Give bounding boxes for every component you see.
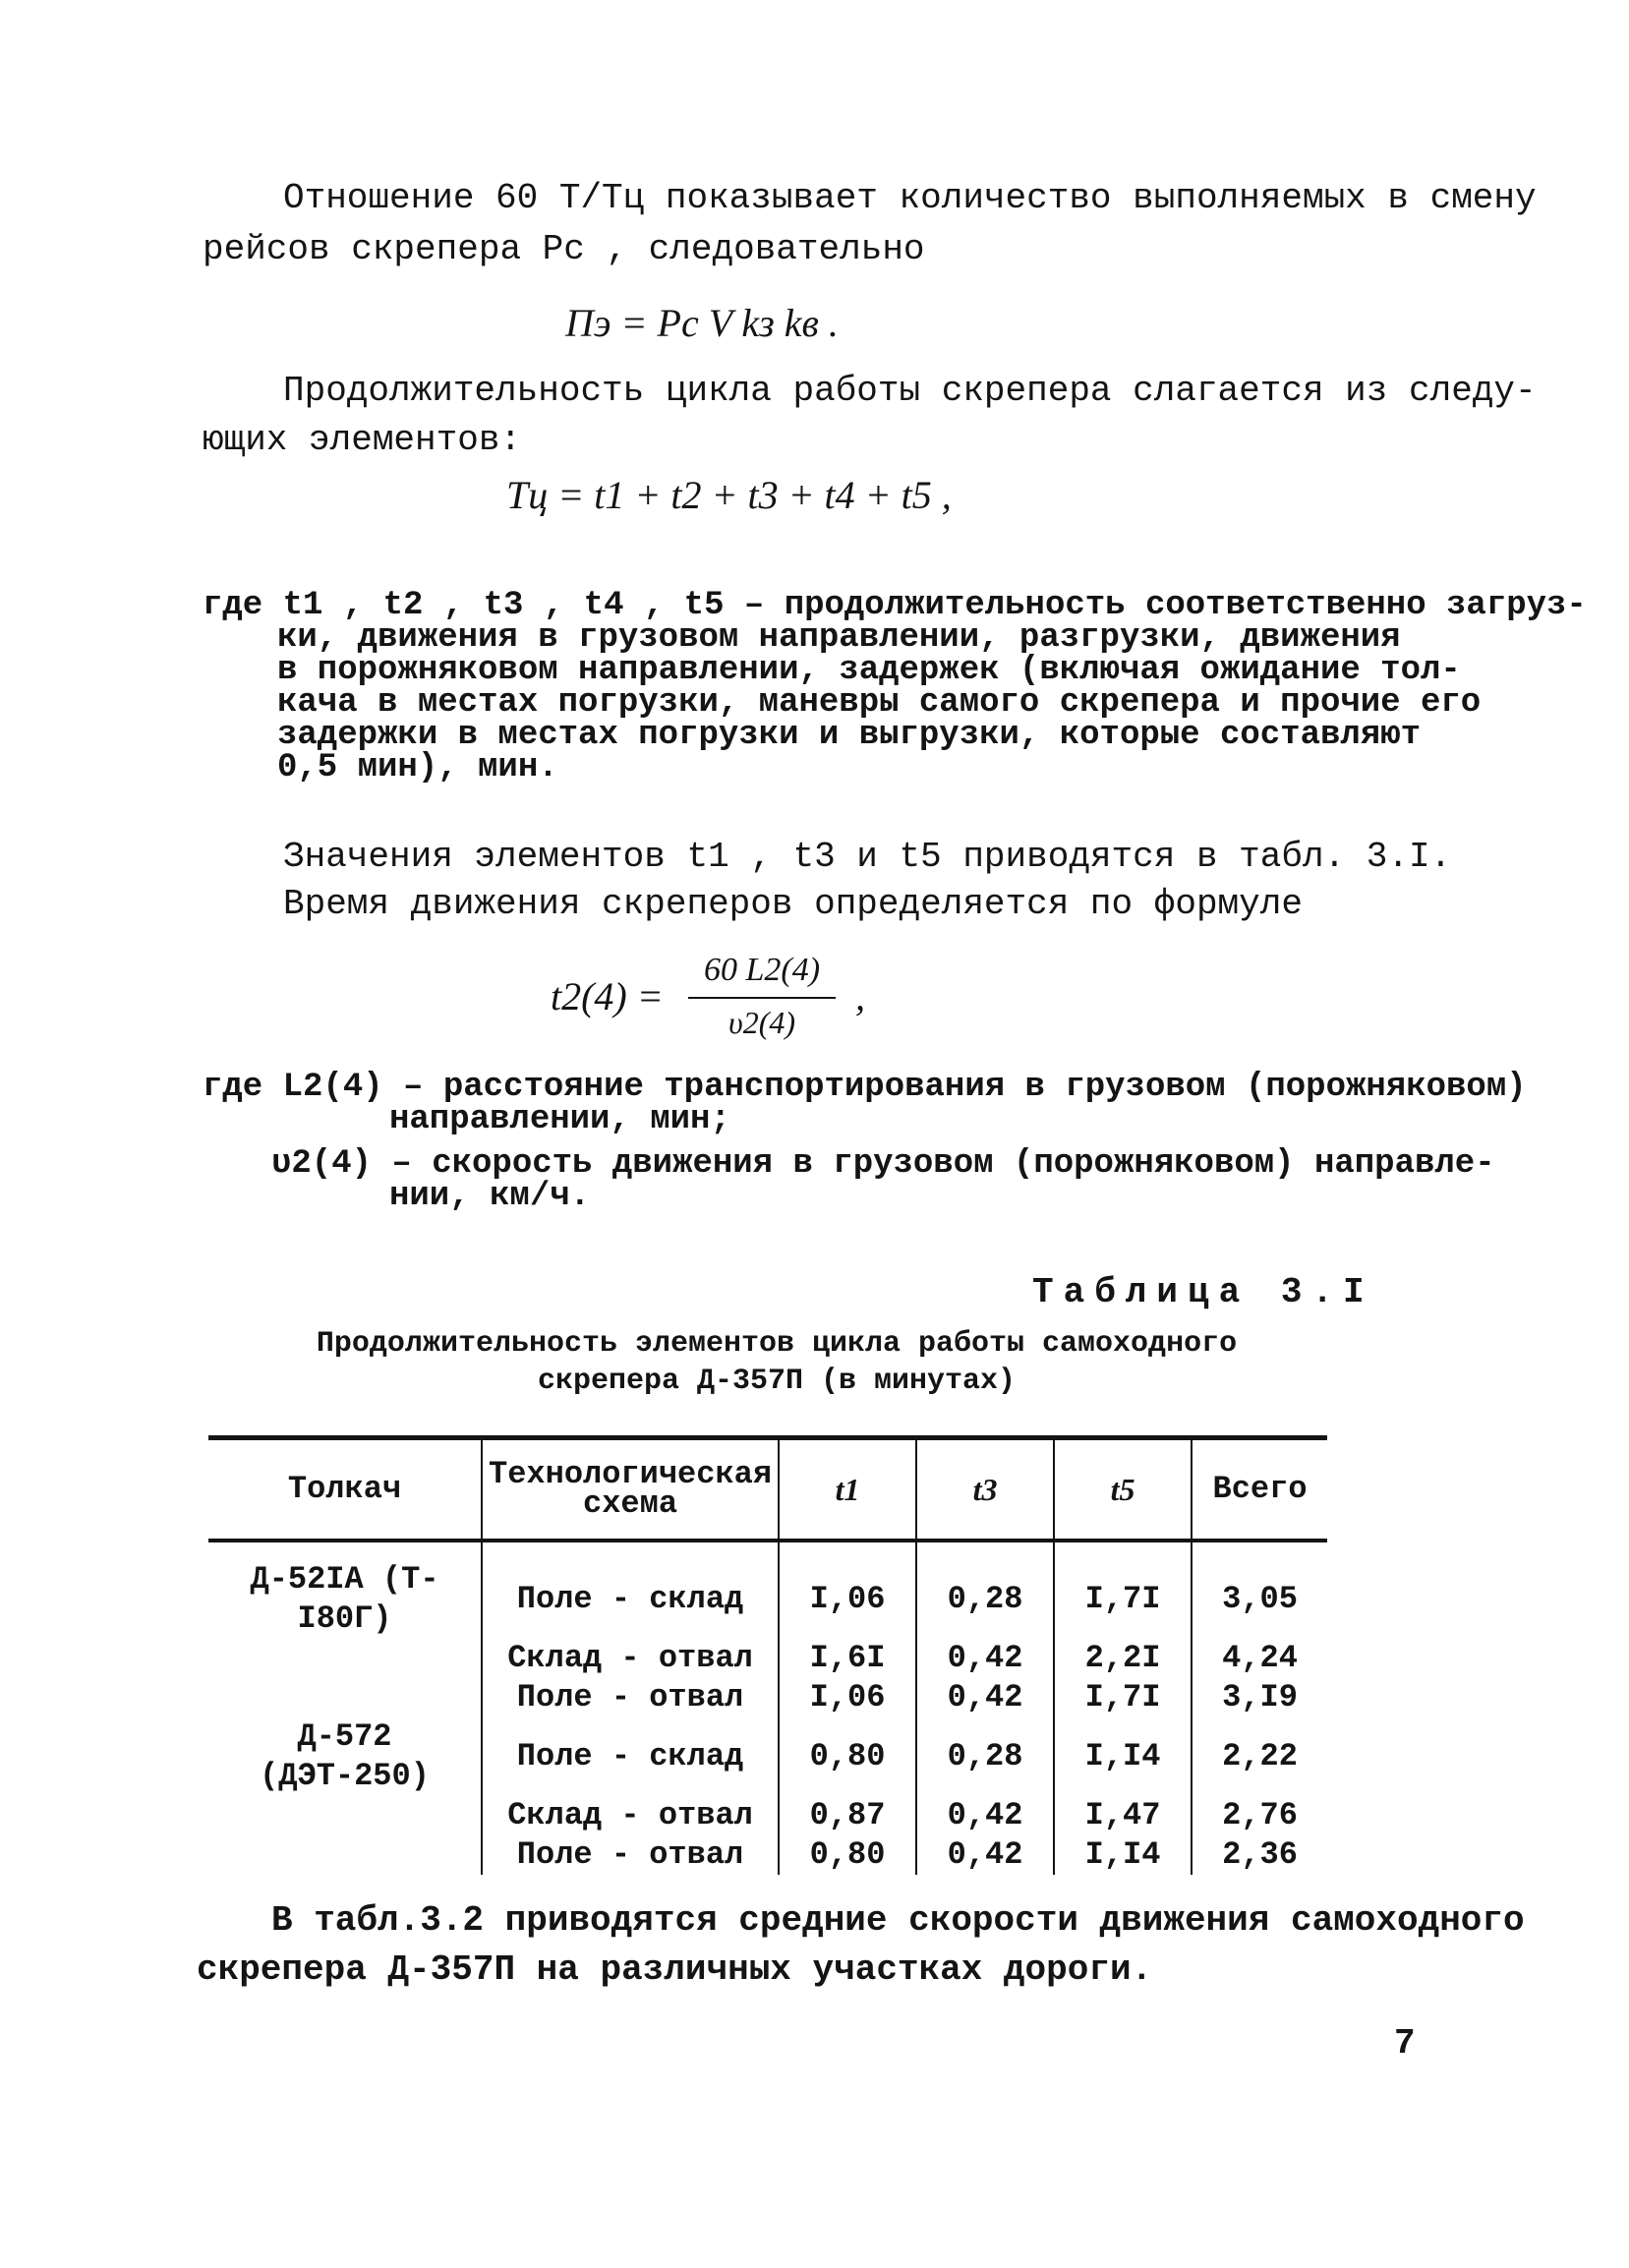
cell-t3: 0,42 bbox=[916, 1639, 1054, 1678]
cell-t5: I,I4 bbox=[1054, 1717, 1192, 1796]
cell-scheme: Поле - склад bbox=[482, 1541, 779, 1639]
paragraph-3-line-2: Время движения скреперов определяется по формуле bbox=[283, 884, 1303, 924]
cell-t3: 0,42 bbox=[916, 1796, 1054, 1835]
header-technological-scheme: Технологическая схема bbox=[482, 1438, 779, 1541]
table-row bbox=[208, 1835, 1327, 1875]
cell-pusher: Д-572 (ДЭТ-250) bbox=[260, 1718, 430, 1794]
cell-total: 2,22 bbox=[1192, 1717, 1327, 1796]
cell-t5: I,I4 bbox=[1054, 1835, 1192, 1875]
header-total: Всего bbox=[1192, 1438, 1327, 1541]
table-row bbox=[208, 1796, 1327, 1835]
formula-travel-time-denominator: υ2(4) bbox=[728, 1005, 795, 1040]
cell-t5: I,47 bbox=[1054, 1796, 1192, 1835]
definition-v-line-1: υ2(4) – скорость движения в грузовом (порожняковом) направле- bbox=[271, 1145, 1495, 1183]
fraction-bar bbox=[688, 997, 836, 999]
cell-scheme: Склад - отвал bbox=[482, 1796, 779, 1835]
cell-t1: 0,80 bbox=[779, 1835, 916, 1875]
cell-t5: I,7I bbox=[1054, 1541, 1192, 1639]
definition-t-line-2: ки, движения в грузовом направлении, разгрузки, движения bbox=[277, 619, 1401, 657]
table-row bbox=[208, 1717, 1327, 1796]
cell-total: 2,36 bbox=[1192, 1835, 1327, 1875]
definition-L-line-2: направлении, мин; bbox=[389, 1101, 730, 1138]
cell-total: 4,24 bbox=[1192, 1639, 1327, 1678]
cell-pusher bbox=[208, 1796, 482, 1835]
cell-scheme: Поле - склад bbox=[482, 1717, 779, 1796]
cell-total: 3,I9 bbox=[1192, 1678, 1327, 1717]
cell-total: 2,76 bbox=[1192, 1796, 1327, 1835]
formula-cycle-time: Tц = t1 + t2 + t3 + t4 + t5 , bbox=[506, 473, 952, 517]
table-caption-line-1: Продолжительность элементов цикла работы самоходного bbox=[316, 1327, 1238, 1361]
header-t5: t5 bbox=[1054, 1438, 1192, 1541]
definition-v-line-2: нии, км/ч. bbox=[389, 1178, 591, 1215]
table-caption-line-2: скрепера Д-357П (в минутах) bbox=[537, 1365, 1017, 1398]
cell-t3: 0,42 bbox=[916, 1835, 1054, 1875]
paragraph-4-line-2: скрепера Д-357П на различных участках дороги. bbox=[197, 1949, 1153, 1990]
cell-t3: 0,42 bbox=[916, 1678, 1054, 1717]
definition-L-line-1: где L2(4) – расстояние транспортирования в грузовом (порожняковом) bbox=[203, 1069, 1527, 1106]
cell-t1: 0,87 bbox=[779, 1796, 916, 1835]
definition-t-line-5: задержки в местах погрузки и выгрузки, которые составляют bbox=[277, 717, 1421, 754]
header-t1: t1 bbox=[779, 1438, 916, 1541]
table-header-row bbox=[208, 1438, 1327, 1541]
definition-t-line-6: 0,5 мин), мин. bbox=[277, 749, 558, 786]
paragraph-2-line-2: ющих элементов: bbox=[203, 420, 522, 460]
cycle-elements-table bbox=[208, 1435, 1327, 1875]
paragraph-1-line-1: Отношение 60 T/Tц показывает количество выполняемых в смену bbox=[283, 178, 1537, 218]
paragraph-4-line-1: В табл.3.2 приводятся средние скорости движения самоходного bbox=[271, 1900, 1525, 1941]
cell-t3: 0,28 bbox=[916, 1717, 1054, 1796]
definition-t-line-3: в порожняковом направлении, задержек (включая ожидание тол- bbox=[277, 652, 1461, 689]
paragraph-3-line-1: Значения элементов t1 , t3 и t5 приводятся в табл. 3.I. bbox=[283, 837, 1452, 877]
cell-pusher bbox=[208, 1835, 482, 1875]
cell-scheme: Поле - отвал bbox=[482, 1835, 779, 1875]
table-number: Таблица 3.I bbox=[1032, 1272, 1374, 1312]
header-t3: t3 bbox=[916, 1438, 1054, 1541]
paragraph-2-line-1: Продолжительность цикла работы скрепера слагается из следу- bbox=[283, 371, 1537, 411]
formula-productivity: Пэ = Pc V kз kв . bbox=[565, 301, 839, 345]
formula-travel-time-comma: , bbox=[855, 974, 865, 1018]
cell-t3: 0,28 bbox=[916, 1541, 1054, 1639]
cell-t1: I,6I bbox=[779, 1639, 916, 1678]
paragraph-1-line-2: рейсов скрепера Pc , следовательно bbox=[203, 229, 925, 269]
cell-t5: I,7I bbox=[1054, 1678, 1192, 1717]
table-row bbox=[208, 1541, 1327, 1639]
definition-t-line-1: где t1 , t2 , t3 , t4 , t5 – продолжительность соответственно загруз- bbox=[203, 587, 1587, 624]
cell-total: 3,05 bbox=[1192, 1541, 1327, 1639]
page-number: 7 bbox=[1394, 2023, 1416, 2064]
cell-t1: I,06 bbox=[779, 1541, 916, 1639]
cell-t5: 2,2I bbox=[1054, 1639, 1192, 1678]
formula-travel-time-lhs: t2(4) = bbox=[551, 974, 664, 1018]
cell-t1: I,06 bbox=[779, 1678, 916, 1717]
table-row bbox=[208, 1639, 1327, 1678]
formula-travel-time-numerator: 60 L2(4) bbox=[703, 952, 821, 988]
cell-pusher: Д-52IA (Т-I80Г) bbox=[250, 1561, 439, 1637]
cell-t1: 0,80 bbox=[779, 1717, 916, 1796]
cell-pusher bbox=[208, 1678, 482, 1717]
table-row bbox=[208, 1678, 1327, 1717]
cell-scheme: Поле - отвал bbox=[482, 1678, 779, 1717]
definition-t-line-4: кача в местах погрузки, маневры самого скрепера и прочие его bbox=[277, 684, 1482, 722]
cell-pusher bbox=[208, 1639, 482, 1678]
cell-scheme: Склад - отвал bbox=[482, 1639, 779, 1678]
header-pusher: Толкач bbox=[208, 1438, 482, 1541]
